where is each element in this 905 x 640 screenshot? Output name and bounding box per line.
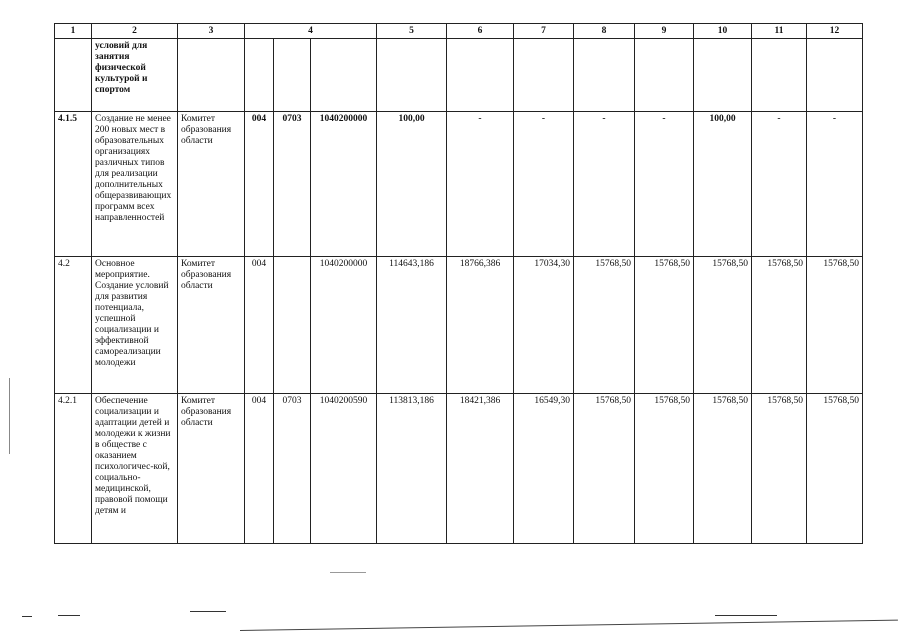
scan-artifact-dash xyxy=(190,611,226,612)
header-cell-5: 5 xyxy=(377,24,447,39)
row-total: 100,00 xyxy=(377,112,447,257)
row-year-value xyxy=(447,39,514,112)
row-code-section xyxy=(274,257,311,394)
row-executor xyxy=(178,39,245,112)
row-code-grbs: 004 xyxy=(245,394,274,544)
row-year-value: 15768,50 xyxy=(635,394,694,544)
row-number: 4.2.1 xyxy=(55,394,92,544)
row-code-target: 1040200000 xyxy=(311,257,377,394)
row-year-value: 18766,386 xyxy=(447,257,514,394)
row-name: Создание не менее 200 новых мест в образовательных организациях различных типов для реализации дополнительных общеразвивающих программ всех направленностей xyxy=(92,112,178,257)
row-year-value: - xyxy=(635,112,694,257)
scan-artifact-dash xyxy=(715,615,777,616)
row-year-value: - xyxy=(514,112,574,257)
row-code-section: 0703 xyxy=(274,394,311,544)
row-year-value: 16549,30 xyxy=(514,394,574,544)
table-row xyxy=(55,257,863,394)
row-name: Основное мероприятие. Создание условий для развития потенциала, успешной социализации и эффективной самореализации молодежи xyxy=(92,257,178,394)
row-year-value: 15768,50 xyxy=(694,257,752,394)
row-year-value xyxy=(635,39,694,112)
row-year-value xyxy=(574,39,635,112)
row-code-grbs xyxy=(245,39,274,112)
header-cell-9: 9 xyxy=(635,24,694,39)
row-year-value: 15768,50 xyxy=(807,394,863,544)
header-cell-7: 7 xyxy=(514,24,574,39)
table-row xyxy=(55,39,863,112)
scan-artifact-dash xyxy=(58,615,80,616)
row-name: условий для занятия физической культурой и спортом xyxy=(92,39,178,112)
row-executor: Комитет образования области xyxy=(178,112,245,257)
row-code-section: 0703 xyxy=(274,112,311,257)
row-year-value: 100,00 xyxy=(694,112,752,257)
row-year-value: - xyxy=(447,112,514,257)
row-year-value: - xyxy=(807,112,863,257)
row-year-value: 15768,50 xyxy=(807,257,863,394)
header-cell-11: 11 xyxy=(752,24,807,39)
header-cell-4: 4 xyxy=(245,24,377,39)
row-year-value: - xyxy=(574,112,635,257)
row-number xyxy=(55,39,92,112)
header-cell-10: 10 xyxy=(694,24,752,39)
row-year-value: 17034,30 xyxy=(514,257,574,394)
row-executor: Комитет образования области xyxy=(178,257,245,394)
row-code-target: 1040200590 xyxy=(311,394,377,544)
header-cell-8: 8 xyxy=(574,24,635,39)
row-year-value: 15768,50 xyxy=(574,257,635,394)
row-code-grbs: 004 xyxy=(245,257,274,394)
header-row xyxy=(55,24,863,39)
row-year-value: 18421,386 xyxy=(447,394,514,544)
row-executor: Комитет образования области xyxy=(178,394,245,544)
row-year-value: 15768,50 xyxy=(694,394,752,544)
header-cell-12: 12 xyxy=(807,24,863,39)
row-year-value xyxy=(752,39,807,112)
table-row xyxy=(55,394,863,544)
row-year-value: 15768,50 xyxy=(574,394,635,544)
table-row xyxy=(55,112,863,257)
row-number: 4.2 xyxy=(55,257,92,394)
row-name: Обеспечение социализации и адаптации детей и молодежи к жизни в обществе с оказанием психологичес-кой, социально-медицинской, правовой помощи детям и xyxy=(92,394,178,544)
budget-table xyxy=(54,23,863,544)
scan-artifact-left-margin xyxy=(9,378,10,454)
scan-artifact-bottom-line xyxy=(240,620,898,631)
row-code-target xyxy=(311,39,377,112)
row-code-section xyxy=(274,39,311,112)
row-year-value: 15768,50 xyxy=(752,257,807,394)
row-year-value: 15768,50 xyxy=(635,257,694,394)
row-year-value xyxy=(514,39,574,112)
row-year-value: 15768,50 xyxy=(752,394,807,544)
row-code-target: 1040200000 xyxy=(311,112,377,257)
header-cell-1: 1 xyxy=(55,24,92,39)
row-year-value: - xyxy=(752,112,807,257)
row-total: 113813,186 xyxy=(377,394,447,544)
row-code-grbs: 004 xyxy=(245,112,274,257)
header-cell-3: 3 xyxy=(178,24,245,39)
header-cell-6: 6 xyxy=(447,24,514,39)
scan-artifact-dash xyxy=(330,572,366,573)
row-year-value xyxy=(694,39,752,112)
header-cell-2: 2 xyxy=(92,24,178,39)
row-total: 114643,186 xyxy=(377,257,447,394)
row-year-value xyxy=(807,39,863,112)
scan-artifact-dash xyxy=(22,616,32,617)
row-total xyxy=(377,39,447,112)
row-number: 4.1.5 xyxy=(55,112,92,257)
